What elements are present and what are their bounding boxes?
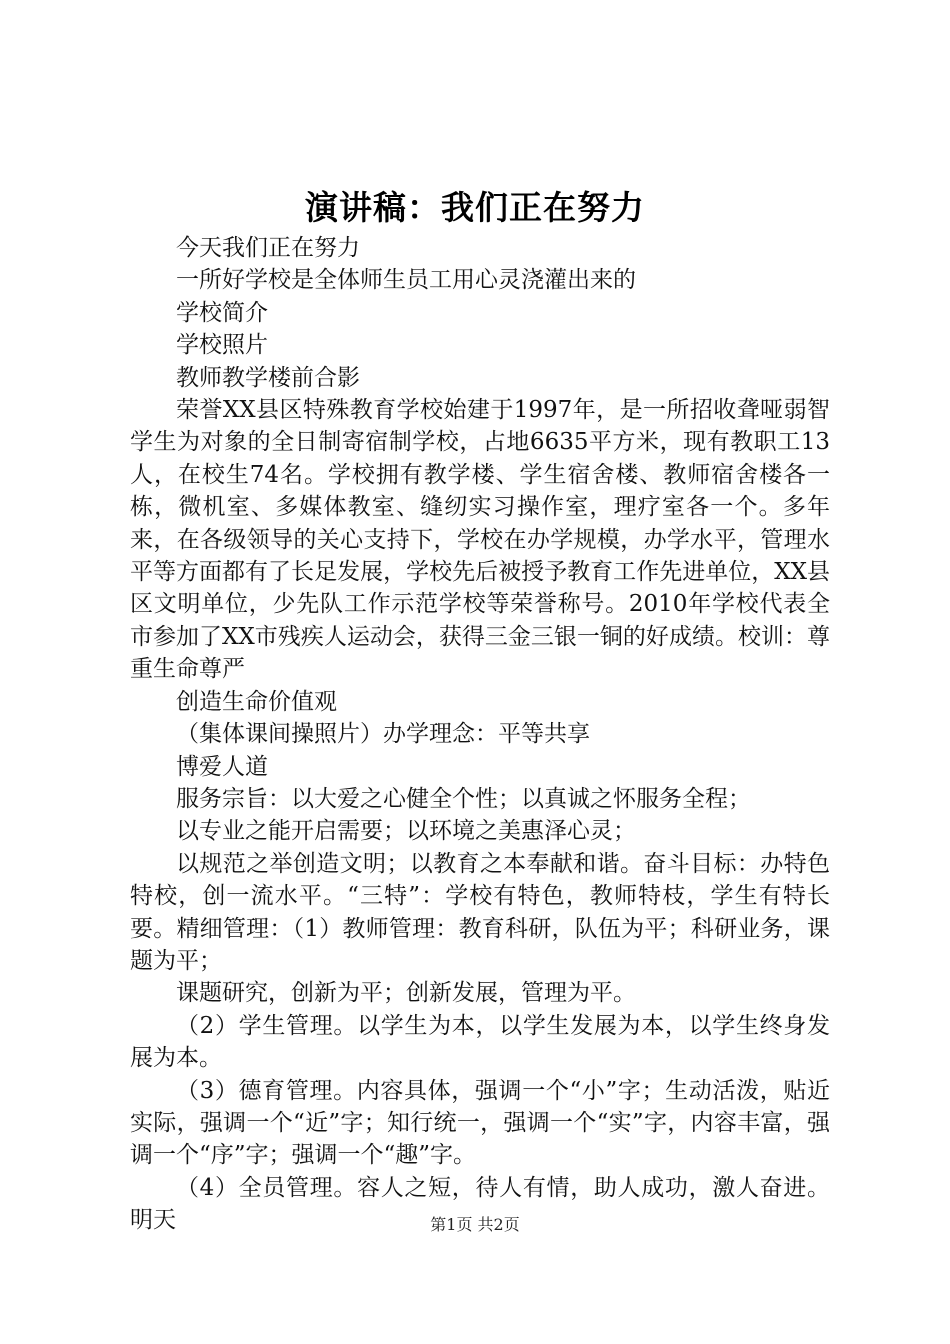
paragraph: （2）学生管理。以学生为本，以学生发展为本，以学生终身发展为本。 — [130, 1012, 830, 1072]
paragraph: 今天我们正在努力 — [176, 235, 360, 261]
paragraph: 以专业之能开启需要；以环境之美惠泽心灵； — [176, 818, 636, 845]
paragraph: 学校照片 — [176, 332, 268, 359]
document-body — [130, 232, 830, 1237]
paragraph: 教师教学楼前合影 — [176, 364, 360, 391]
paragraph: 荣誉XX县区特殊教育学校始建于1997年，是一所招收聋哑弱智学生为对象的全日制寄宿制学校，占地6635平方米，现有教职工13人，在校生74名。学校拥有教学楼、学生宿舍楼、教师宿舍楼各一栋，微机室、多媒体教室、缝纫实习操作室，理疗室各一个。多年来，在各级领导的关心支持下，学校在办学规模，办学水平，管理水平等方面都有了长足发展，学校先后被授予教育工作先进单位，XX县区文明单位，少先队工作示范学校等荣誉称号。2010年学校代表全市参加了XX市残疾人运动会，获得三金三银一铜的好成绩。校训：尊重生命尊严 — [130, 397, 830, 683]
paragraph: 服务宗旨：以大爱之心健全个性；以真诚之怀服务全程； — [176, 785, 751, 812]
paragraph: 博爱人道 — [176, 753, 268, 780]
document-title: 演讲稿：我们正在努力 — [305, 188, 645, 227]
paragraph: 创造生命价值观 — [176, 688, 337, 715]
paragraph: 学校简介 — [176, 299, 268, 326]
paragraph: （集体课间操照片）办学理念：平等共享 — [176, 721, 590, 748]
paragraph: 课题研究，创新为平；创新发展，管理为平。 — [176, 980, 636, 1007]
paragraph: 一所好学校是全体师生员工用心灵浇灌出来的 — [176, 267, 636, 294]
paragraph: （3）德育管理。内容具体，强调一个“小”字；生动活泼，贴近实际，强调一个“近”字；知行统一，强调一个“实”字，内容丰富，强调一个“序”字；强调一个“趣”字。 — [130, 1077, 830, 1169]
paragraph: 以规范之举创造文明；以教育之本奉献和谐。奋斗目标：办特色特校，创一流水平。“三特”：学校有特色，教师特枝，学生有特长要。精细管理：（1）教师管理：教育科研，队伍为平；科研业务，课题为平； — [130, 850, 830, 974]
page-number-footer: 第1页 共2页 — [430, 1215, 520, 1234]
paragraph: （4）全员管理。容人之短，待人有情，助人成功，激人奋进。明天 — [130, 1174, 830, 1234]
